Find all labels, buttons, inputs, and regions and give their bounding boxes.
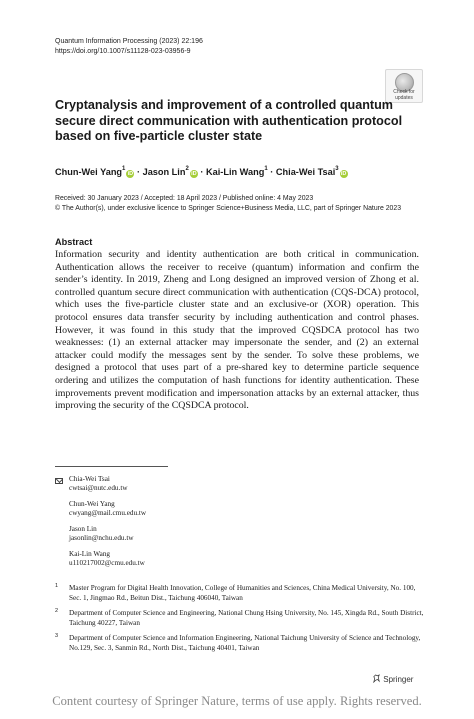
history-dates: Received: 30 January 2023 / Accepted: 18 April 2023 / Published online: 4 May 2023: [55, 195, 314, 202]
contact-name: Kai-Lin Wang: [69, 550, 111, 558]
envelope-icon: [55, 478, 63, 484]
author-name[interactable]: Chia-Wei Tsai: [275, 167, 336, 178]
contact-email[interactable]: u110217002@cmu.edu.tw: [69, 559, 145, 567]
footnote-divider: [55, 466, 168, 467]
abstract-text: Information security and identity authentication are both critical in communication. Authentication allows the receiver to receive (quantum) information and confirm the sender’s identity. In 2019, Zheng and Long designed an improved version of Zhong et al. controlled quantum secure direct communication with authentication (CQS-DCA) protocol, which uses the five-particle cluster state and an exclusive-or (XOR) operation. This protocol ensures data transfer security by including authentication and control phases. However, it was found in this study that the improved CQSDCA protocol has two weaknesses: (1) an external attacker may impersonate the sender, and (2) an external attacker could modify the messages sent by the sender. To solve these problems, we designed a protocol that uses part of a pre-shared key to determine particle sequence ordering and utilizes the computation of hash functions for identity authentication. These improvements prevent modification and impersonation attacks by an external attacker, thus improving the security of the CQSDCA protocol.: [55, 249, 419, 412]
check-updates-line2: updates: [395, 94, 413, 101]
copyright-line: © The Author(s), under exclusive licence to Springer Science+Business Media, LLC, part of Springer Nature 2023: [55, 205, 402, 213]
author-affiliation-mark: 1: [264, 166, 268, 172]
courtesy-watermark: Content courtesy of Springer Nature, terms of use apply. Rights reserved.: [52, 694, 422, 708]
publisher-name: Springer: [383, 675, 414, 684]
author-affiliation-mark: 1: [122, 166, 126, 172]
paper-title: Cryptanalysis and improvement of a controlled quantum secure direct communication with authentication protocol based on five-particle cluster state: [55, 98, 403, 143]
affiliation-number: 1: [55, 583, 59, 589]
springer-horse-icon: [372, 674, 381, 683]
contact-name: Jason Lin: [69, 525, 97, 533]
orcid-icon[interactable]: iD: [340, 171, 347, 178]
author-name[interactable]: Kai-Lin Wang: [206, 167, 265, 178]
contact-email[interactable]: jasonlin@nchu.edu.tw: [69, 534, 134, 542]
author-separator: ·: [200, 167, 204, 178]
author-separator: ·: [270, 167, 274, 178]
contact-name: Chia-Wei Tsai: [69, 475, 110, 483]
orcid-icon[interactable]: iD: [191, 171, 197, 178]
orcid-icon[interactable]: iD: [127, 171, 134, 178]
affiliation-text: Department of Computer Science and Information Engineering, National Taichung University of Science and Technology, No.129, Sec. 3, Sanmin Rd., North Dist., Taichung 40401, Taiwan: [69, 634, 421, 652]
author-name[interactable]: Chun-Wei Yang: [55, 167, 123, 178]
journal-citation: Quantum Information Processing (2023) 22:196: [55, 38, 203, 45]
journal-header: [55, 37, 203, 57]
publication-dates: [55, 194, 401, 214]
author-name[interactable]: Jason Lin: [142, 167, 186, 178]
affiliation-text: Master Program for Digital Health Innovation, College of Humanities and Sciences, China Medical University, No. 100, Sec. 1, Jingmao Rd., Beitun Dist., Taichung 406040, Taiwan: [69, 584, 416, 602]
contact-email[interactable]: cwtsai@nutc.edu.tw: [69, 484, 128, 492]
publisher-logo: [372, 674, 413, 684]
doi-link[interactable]: https://doi.org/10.1007/s11128-023-03956-9: [55, 48, 191, 55]
author-affiliation-mark: 2: [185, 166, 189, 172]
affiliation-number: 3: [55, 633, 59, 639]
affiliation-number: 2: [55, 608, 59, 614]
author-list: [55, 163, 348, 179]
contact-name: Chun-Wei Yang: [69, 500, 115, 508]
author-separator: ·: [136, 167, 141, 178]
affiliation-text: Department of Computer Science and Engineering, National Chung Hsing University, No. 145, Xingda Rd., South District, Taichung 40227, Taiwan: [69, 609, 424, 627]
author-affiliation-mark: 3: [335, 166, 339, 172]
check-updates-line1: Check for: [393, 89, 415, 95]
abstract-heading: Abstract: [55, 237, 93, 247]
contact-email[interactable]: cwyang@mail.cmu.edu.tw: [69, 509, 147, 517]
